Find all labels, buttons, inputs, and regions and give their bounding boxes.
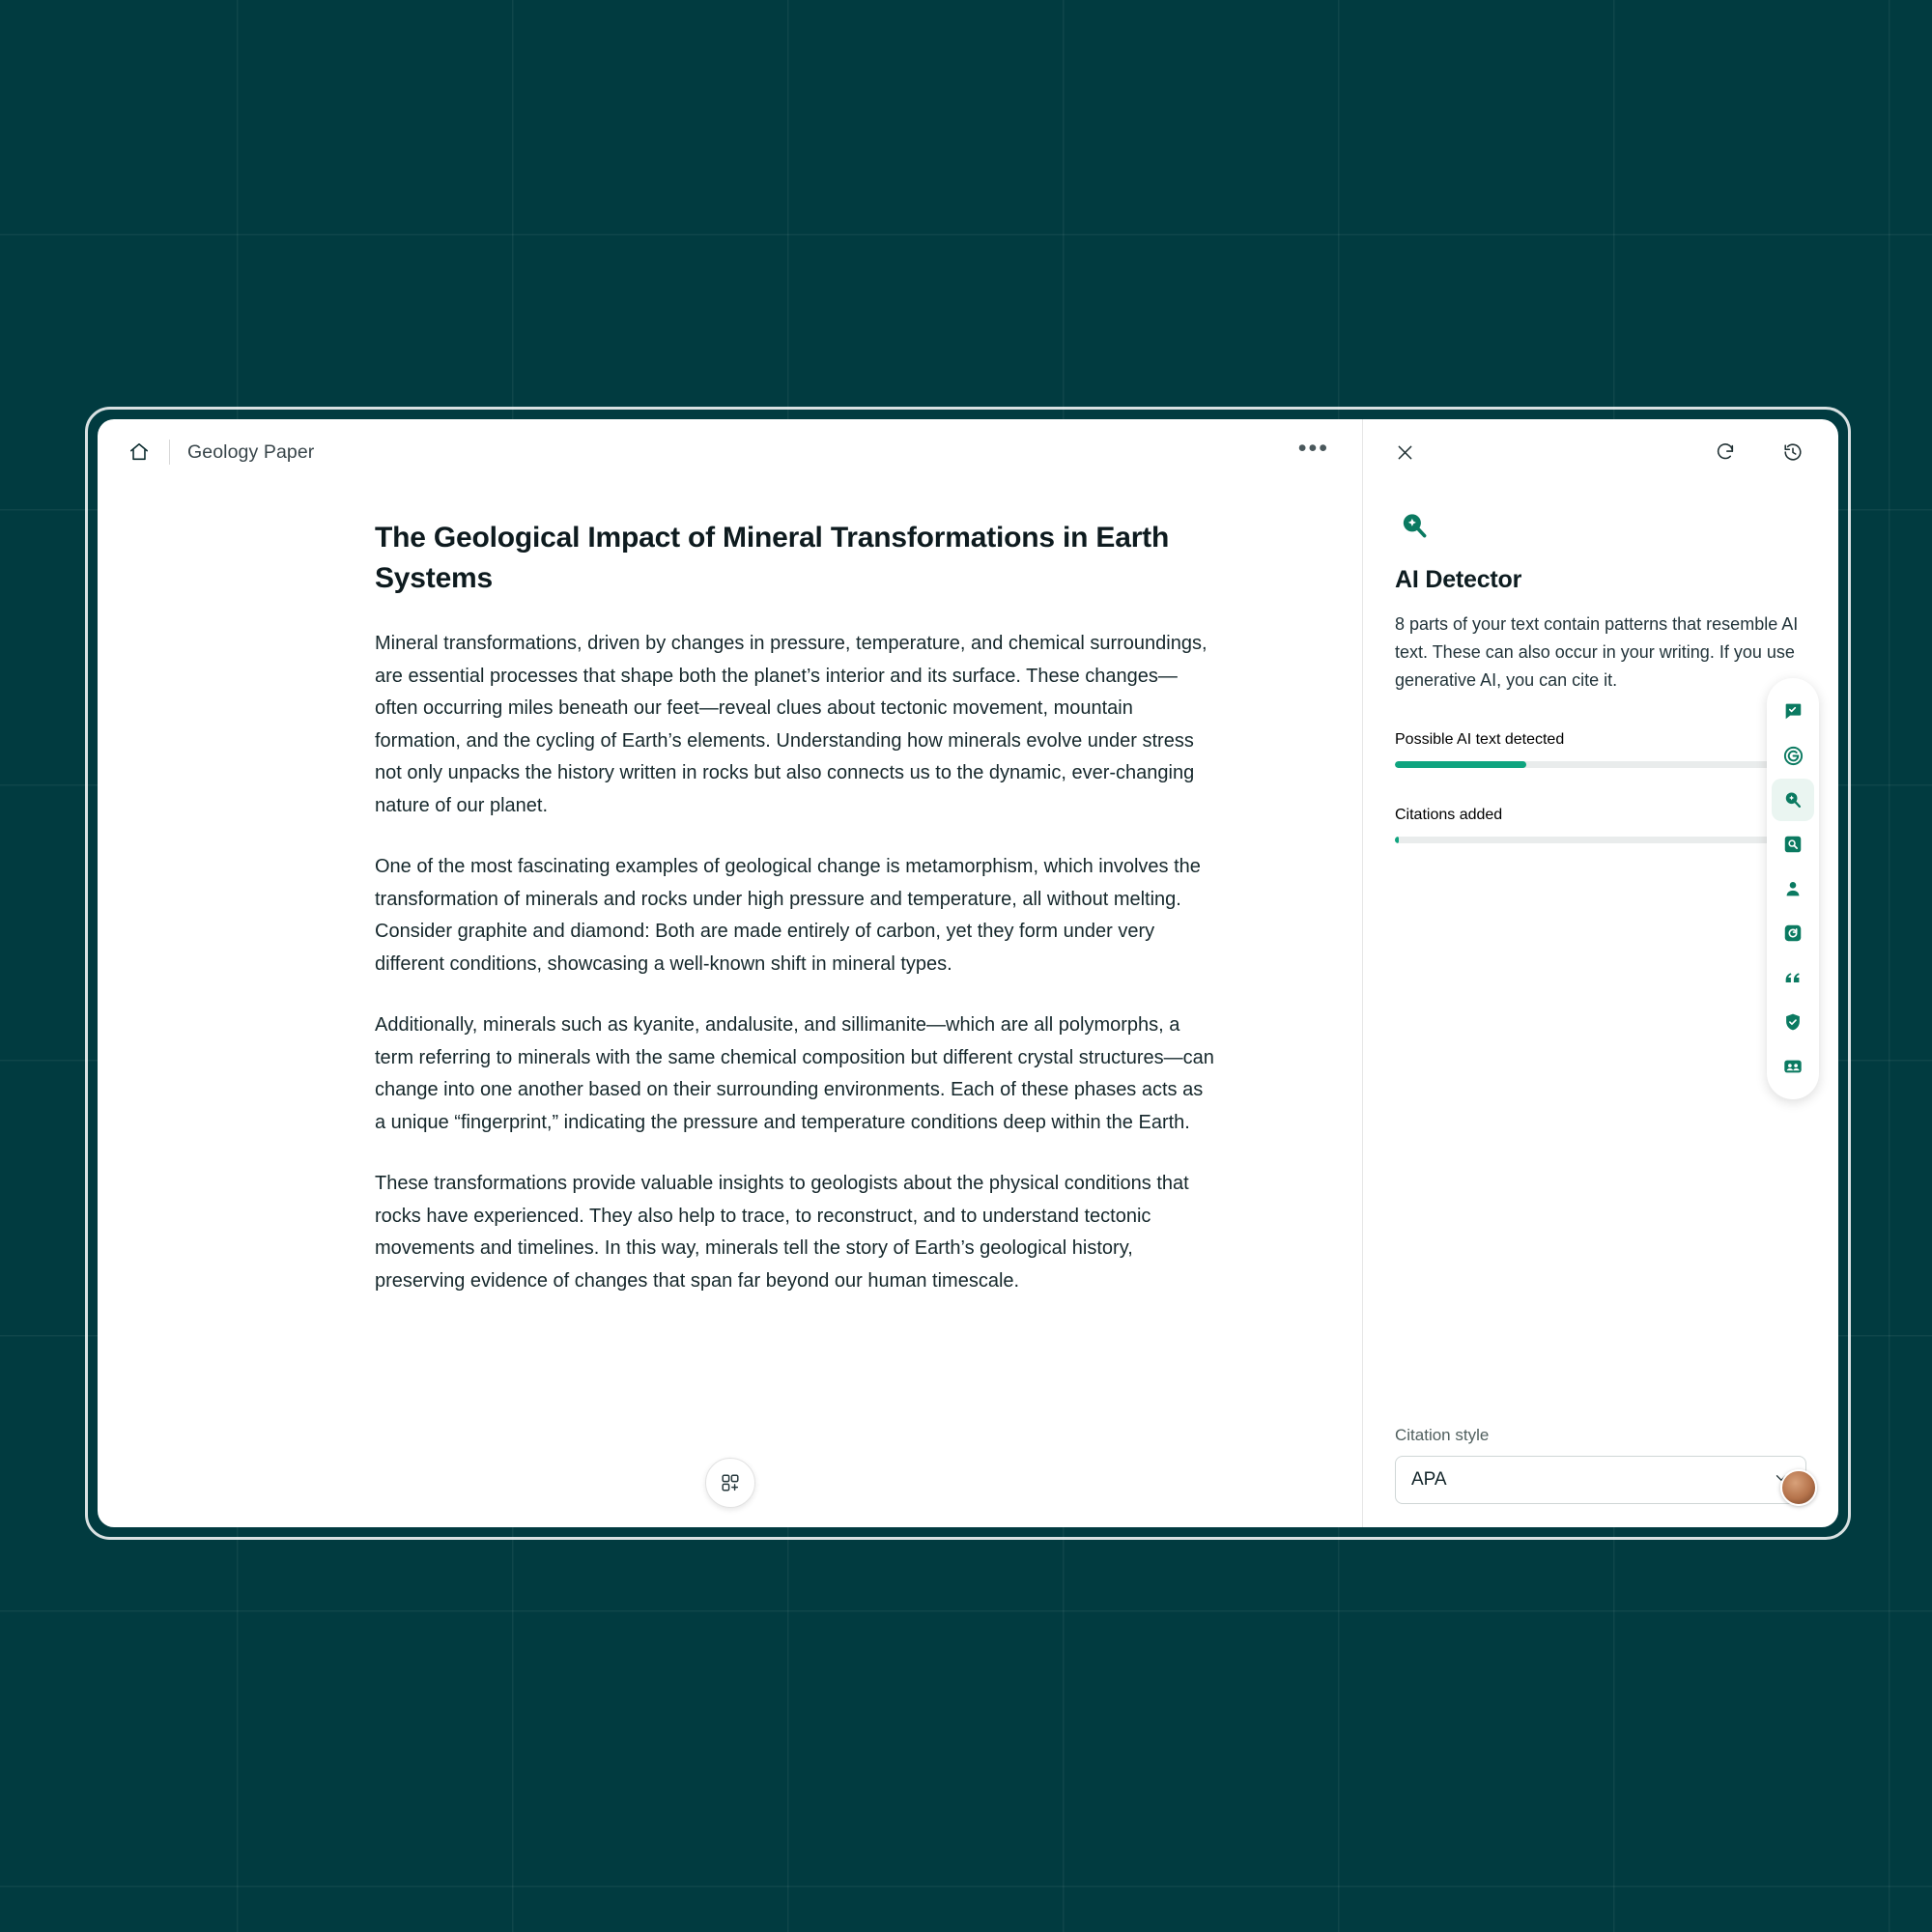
ai-detector-icon bbox=[1395, 506, 1434, 545]
citations-progress-track bbox=[1395, 837, 1806, 843]
editor-pane bbox=[98, 419, 1363, 1527]
citations-progress-fill bbox=[1395, 837, 1399, 843]
tool-rail bbox=[1767, 678, 1819, 1099]
metric-ai-text bbox=[1395, 727, 1806, 749]
comment-check-icon[interactable] bbox=[1772, 690, 1814, 732]
document-body[interactable] bbox=[98, 485, 1362, 1527]
app-window-frame bbox=[85, 407, 1851, 1540]
more-options-button[interactable]: ••• bbox=[1297, 435, 1329, 462]
metric-citations bbox=[1395, 803, 1806, 824]
audience-icon[interactable] bbox=[1772, 1045, 1814, 1088]
citation-style-label: Citation style bbox=[1395, 1426, 1490, 1444]
plagiarism-icon[interactable] bbox=[1772, 823, 1814, 866]
document-heading: The Geological Impact of Mineral Transformations in Earth Systems bbox=[375, 522, 1170, 594]
quote-icon[interactable] bbox=[1772, 956, 1814, 999]
user-avatar[interactable] bbox=[1780, 1469, 1817, 1506]
ai-detector-icon[interactable] bbox=[1772, 779, 1814, 821]
ai-text-progress-track bbox=[1395, 761, 1806, 768]
citation-style-select[interactable] bbox=[1395, 1456, 1806, 1504]
document-title[interactable]: Geology Paper bbox=[187, 440, 315, 463]
home-icon[interactable] bbox=[125, 438, 154, 467]
shield-check-icon[interactable] bbox=[1772, 1001, 1814, 1043]
document-paragraph: Mineral transformations, driven by changes in pressure, temperature, and chemical surroundings, are essential processes that shape both the planet’s interior and its surface. These changes—often occurring miles beneath our feet—reveal clues about tectonic movement, mountain formation, and the cycling of Earth’s elements. Understanding how minerals evolve under stress not only unpacks the history written in rocks but also connects us to the dynamic, ever-changing nature of our planet. bbox=[375, 633, 1208, 816]
metric-label: Possible AI text detected bbox=[1395, 731, 1565, 748]
panel-description: 8 parts of your text contain patterns that resemble AI text. These can also occur in your writing. If you use generative AI, you can cite it. bbox=[1395, 614, 1799, 690]
rewrite-arrow-icon[interactable] bbox=[1772, 912, 1814, 954]
panel-title: AI Detector bbox=[1395, 566, 1522, 593]
citation-style-section bbox=[1395, 1426, 1806, 1504]
toolbar-divider bbox=[169, 440, 170, 465]
close-icon[interactable] bbox=[1388, 436, 1421, 469]
metric-label: Citations added bbox=[1395, 807, 1503, 823]
ai-text-progress-fill bbox=[1395, 761, 1526, 768]
editor-toolbar bbox=[98, 419, 1362, 485]
document-paragraph: These transformations provide valuable insights to geologists about the physical conditions that rocks have experienced. They also help to trace, to reconstruct, and to understand tectonic movements and timelines. In this way, minerals tell the story of Earth’s geological history, preserving evidence of changes that span far beyond our human timescale. bbox=[375, 1173, 1189, 1292]
grammarly-g-icon[interactable] bbox=[1772, 734, 1814, 777]
document-paragraph: One of the most fascinating examples of geological change is metamorphism, which involves the transformation of minerals and rocks under high pressure and temperature, all without melting. Consider graphite and diamond: Both are made entirely of carbon, yet they form under very different conditions, showcasing a well-known shift in mineral types. bbox=[375, 856, 1201, 975]
citation-style-value: APA bbox=[1411, 1469, 1447, 1490]
history-icon[interactable] bbox=[1776, 436, 1809, 469]
refresh-icon[interactable] bbox=[1709, 436, 1742, 469]
tone-person-icon[interactable] bbox=[1772, 867, 1814, 910]
document-paragraph: Additionally, minerals such as kyanite, andalusite, and sillimanite—which are all polymorphs, a term referring to minerals with the same chemical composition but different crystal structures—can change into one another based on their surrounding environments. Each of these phases acts as a unique “fingerprint,” indicating the pressure and temperature conditions deep within the Earth. bbox=[375, 1014, 1214, 1133]
panel-toolbar bbox=[1363, 419, 1838, 485]
add-block-icon[interactable] bbox=[705, 1458, 755, 1508]
app-window bbox=[98, 419, 1838, 1527]
